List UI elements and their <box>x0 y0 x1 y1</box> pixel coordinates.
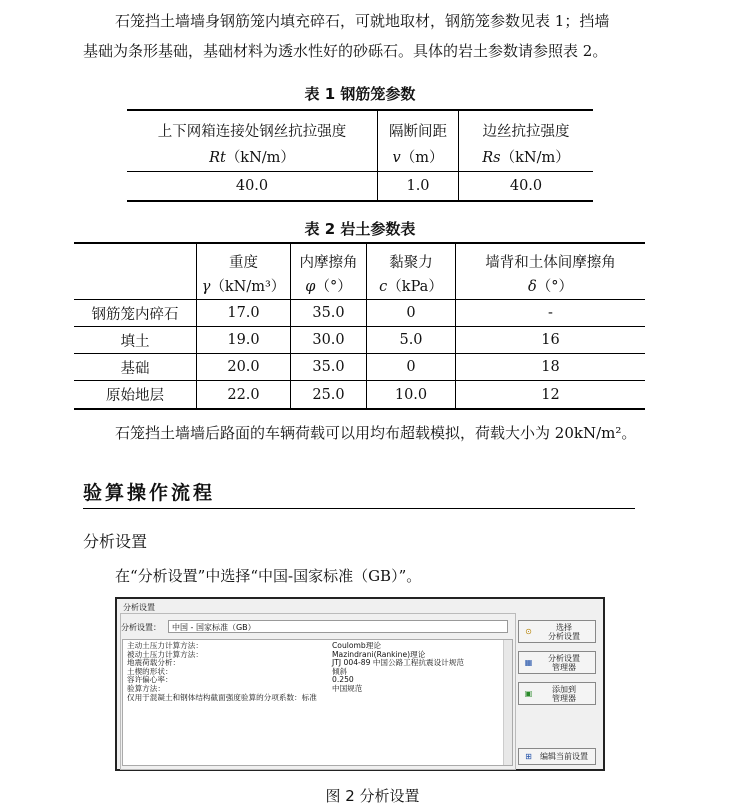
list-item-value: Mazindrani(Rankine)理论 <box>332 649 426 659</box>
intro-line-1: 石笼挡土墙墙身钢筋笼内填充碎石，可就地取材，钢筋笼参数见表 1；挡墙 <box>115 12 610 30</box>
t2-head-3: 黏聚力 <box>367 243 456 272</box>
t1-head-2: 隔断间距 <box>378 110 459 141</box>
list-item: 仅用于混凝土和钢体结构截面强度验算的分项系数：标准 <box>127 692 317 702</box>
section-heading: 验算操作流程 <box>83 482 216 504</box>
table-row: 填土 19.0 30.0 5.0 16 <box>74 327 645 354</box>
edit-button-label: 编辑当前设置 <box>540 752 588 761</box>
t2-unit-4: δ（°） <box>528 279 573 295</box>
edit-current-settings-button[interactable] <box>518 748 596 765</box>
t1-head-3: 边丝抗拉强度 <box>482 124 570 140</box>
list-item-value: 0.250 <box>332 675 354 685</box>
surcharge-paragraph: 石笼挡土墙墙后路面的车辆荷载可以用均布超载模拟，荷载大小为 20kN/m²。 <box>115 424 637 442</box>
instruction-paragraph: 在“分析设置”中选择“中国-国家标准（GB）”。 <box>115 567 422 585</box>
select-icon: ⊙ <box>525 627 532 636</box>
edit-icon: ⊞ <box>525 752 532 761</box>
add-button-label: 添加到 管理器 <box>552 685 576 703</box>
list-item: 被动土压力计算方法： <box>127 649 203 659</box>
list-item: 地震荷载分析： <box>127 658 181 668</box>
intro-line-2: 基础为条形基础，基础材料为透水性好的砂砾石。具体的岩土参数请参照表 2。 <box>83 42 608 60</box>
list-item-value: 倾斜 <box>332 666 348 676</box>
t2-head-1: 重度 <box>197 243 291 272</box>
t1-unit-2: v（m） <box>378 141 459 172</box>
t1-val-3: 40.0 <box>509 178 543 194</box>
t2-unit-2: φ（°） <box>291 272 367 300</box>
t2-head-4: 墙背和土体间摩擦角 <box>485 255 616 271</box>
t2-unit-3: c（kPa） <box>367 272 456 300</box>
analysis-settings-window <box>115 597 605 771</box>
table1-caption: 表 1 钢筋笼参数 <box>304 85 416 103</box>
rebar-cage-table <box>127 109 593 202</box>
subsection-heading: 分析设置 <box>83 532 148 551</box>
t1-unit-3: Rs（kN/m） <box>482 149 570 166</box>
table2-caption: 表 2 岩土参数表 <box>304 220 416 238</box>
list-item-value: JTJ 004-89 中国公路工程抗震设计规范 <box>332 658 464 668</box>
table-row: 原始地层 22.0 25.0 10.0 12 <box>74 381 645 410</box>
t1-val-1: 40.0 <box>127 172 378 202</box>
add-to-manager-button[interactable] <box>518 682 596 705</box>
table-row: 钢筋笼内碎石 17.0 35.0 0 - <box>74 300 645 327</box>
table-row: 基础 20.0 35.0 0 18 <box>74 354 645 381</box>
select-settings-button[interactable] <box>518 620 596 643</box>
manager-icon: ▦ <box>524 658 533 667</box>
t2-head-2: 内摩擦角 <box>291 243 367 272</box>
list-item: 验算方法： <box>127 684 165 693</box>
manager-button-label: 分析设置 管理器 <box>548 654 580 672</box>
setting-value: 中国 - 国家标准（GB） <box>172 623 256 632</box>
soil-parameter-table <box>74 242 645 410</box>
list-item: 土楔的形状： <box>127 666 173 676</box>
select-button-label: 选择 分析设置 <box>548 623 580 641</box>
settings-manager-button[interactable] <box>518 651 596 674</box>
list-scrollbar[interactable] <box>503 640 512 765</box>
section-divider <box>83 508 635 509</box>
add-icon: ▣ <box>524 689 533 698</box>
list-item-value: Coulomb理论 <box>332 641 381 650</box>
list-item: 容许偏心率： <box>127 675 173 685</box>
analysis-setting-select[interactable] <box>168 620 508 633</box>
t1-val-2: 1.0 <box>378 172 459 202</box>
setting-label: 分析设置： <box>121 623 161 632</box>
list-item: 主动土压力计算方法： <box>127 641 203 650</box>
t2-unit-1: γ（kN/m³） <box>197 272 291 300</box>
t1-head-1: 上下网箱连接处钢丝抗拉强度 <box>127 110 378 141</box>
t1-unit-1: Rt（kN/m） <box>127 141 378 172</box>
settings-detail-list[interactable] <box>122 639 513 766</box>
list-item-value: 中国规范 <box>332 684 363 693</box>
figure-caption: 图 2 分析设置 <box>325 787 420 805</box>
group-title: 分析设置 <box>123 603 155 612</box>
